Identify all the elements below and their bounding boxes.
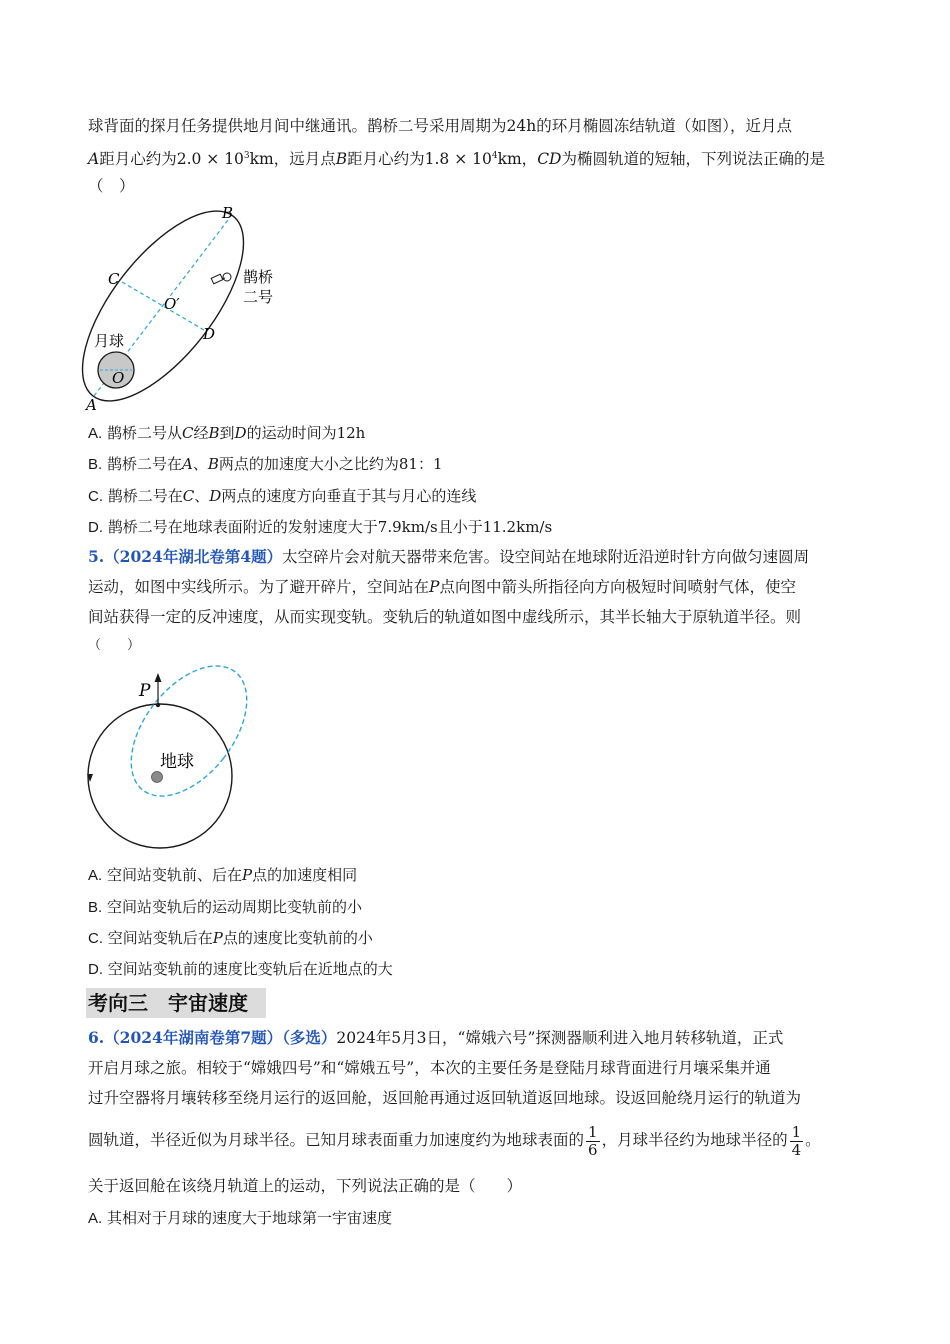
option-text: 、 [194, 487, 210, 505]
section-heading: 考向三 宇宙速度 [86, 988, 266, 1018]
option-key: B. [88, 456, 103, 473]
q6-text-span: 2024年5月3日，“嫦娥六号”探测器顺利进入地月转移轨道，正式 [336, 1029, 784, 1047]
option-key: A. [88, 867, 103, 884]
fraction-denominator: 4 [791, 1140, 802, 1159]
q4-option-b[interactable] [88, 453, 443, 474]
option-key: D. [88, 961, 103, 978]
q5-text-line-3: 间站获得一定的反冲速度，从而实现变轨。变轨后的轨道如图中虚线所示，其半长轴大于原轨道半径。则 [88, 608, 802, 626]
q5-option-c[interactable] [88, 927, 373, 948]
var-C: C [181, 424, 194, 442]
var-B: B [335, 150, 348, 169]
option-text: 两点的加速度大小之比约为81：1 [218, 455, 443, 473]
label-satellite-line1: 鹊桥 [243, 268, 274, 286]
option-text: 的运动时间为12h [246, 424, 366, 442]
q5-source-tag: 5.（2024年湖北卷第4题） [88, 547, 283, 566]
fraction-one-sixth [586, 1124, 600, 1159]
var-D: D [209, 487, 222, 505]
q5-text-line-2 [88, 577, 796, 597]
option-text: 空间站变轨前、后在 [106, 866, 242, 884]
fraction-denominator: 6 [588, 1140, 598, 1159]
var-C: C [182, 487, 195, 505]
q5-text-span: 点向图中箭头所指径向方向极短时间喷射气体，使空 [439, 578, 796, 596]
label-C: C [108, 270, 120, 288]
option-text: 鹊桥二号在 [107, 487, 183, 505]
option-key: D. [88, 519, 103, 536]
q6-text-line-5: 关于返回舱在该绕月轨道上的运动，下列说法正确的是（ ） [88, 1177, 523, 1195]
q4-text-line-2 [88, 146, 825, 169]
option-text: 其相对于月球的速度大于地球第一宇宙速度 [106, 1209, 392, 1227]
option-key: C. [88, 488, 103, 505]
q6-text-line-3: 过升空器将月壤转移至绕月运行的返回舱，返回舱再通过返回轨道返回地球。设返回舱绕月运行的轨道为 [88, 1089, 802, 1107]
var-B: B [208, 424, 220, 442]
q5-text-span: 运动，如图中实线所示。为了避开碎片，空间站在 [88, 578, 430, 596]
lunar-orbit-figure [80, 198, 300, 416]
q5-option-a[interactable] [88, 864, 357, 885]
q4-option-c[interactable] [88, 485, 476, 506]
var-A: A [181, 455, 193, 473]
exponent: 3 [243, 151, 250, 161]
q4-option-d[interactable] [88, 516, 552, 537]
earth-dot [152, 772, 163, 783]
station-orbit-figure [80, 660, 260, 852]
label-A: A [86, 396, 97, 414]
option-text: 鹊桥二号在地球表面附近的发射速度大于7.9km/s且小于11.2km/s [107, 518, 553, 536]
option-text: 点的加速度相同 [252, 866, 358, 884]
option-text: 、 [192, 455, 208, 473]
var-P: P [429, 578, 440, 596]
fraction-numerator: 1 [588, 1122, 598, 1141]
option-text: 经 [193, 424, 209, 442]
label-D: D [203, 325, 216, 343]
option-key: B. [88, 899, 103, 916]
option-text: 空间站变轨后的运动周期比变轨前的小 [106, 898, 362, 916]
var-P: P [241, 866, 253, 884]
var-P: P [212, 929, 223, 947]
label-earth: 地球 [160, 752, 194, 772]
q4-text-span: 为椭圆轨道的短轴，下列说法正确的是 [561, 150, 825, 169]
option-text: 鹊桥二号在 [106, 455, 182, 473]
option-text: 到 [219, 424, 235, 442]
q4-text-span: 距月心约为1.8 × 10 [347, 150, 492, 169]
label-P: P [139, 681, 151, 701]
q4-text-span: km，远月点 [249, 150, 336, 169]
q5-option-b[interactable] [88, 896, 362, 917]
option-text: 空间站变轨前的速度比变轨后在近地点的大 [107, 960, 393, 978]
option-key: C. [88, 930, 103, 947]
var-B: B [207, 455, 219, 473]
var-A: A [88, 150, 100, 169]
fraction-numerator: 1 [791, 1122, 802, 1141]
satellite-icon [211, 273, 231, 284]
q6-text-line-2: 开启月球之旅。相较于“嫦娥四号”和“嫦娥五号”，本次的主要任务是登陆月球背面进行月壤采集并通 [88, 1059, 771, 1077]
q6-text-line-4 [88, 1120, 821, 1160]
q6-text-span: 。 [805, 1131, 821, 1149]
option-text: 点的速度比变轨前的小 [222, 929, 373, 947]
option-text: 两点的速度方向垂直于其与月心的连线 [221, 487, 477, 505]
q6-text-span: 圆轨道，半径近似为月球半径。已知月球表面重力加速度约为地球表面的 [88, 1131, 585, 1149]
option-text: 空间站变轨后在 [107, 929, 213, 947]
q4-text-span: 距月心约为2.0 × 10 [99, 150, 244, 169]
var-CD: CD [537, 150, 562, 169]
q6-text-line-1 [88, 1028, 783, 1048]
fraction-one-quarter [790, 1124, 804, 1159]
label-B: B [222, 204, 234, 222]
label-O-prime: O′ [164, 295, 180, 313]
q4-text-line-1: 球背面的探月任务提供地月间中继通讯。鹊桥二号采用周期为24h的环月椭圆冻结轨道（如图），近月点 [88, 117, 792, 135]
label-moon: 月球 [94, 332, 125, 350]
q4-text-span: km， [497, 150, 538, 169]
option-key: A. [88, 1210, 103, 1227]
arrow-head [155, 673, 162, 682]
q4-answer-paren: （ ） [88, 177, 135, 195]
q5-answer-paren: （ ） [88, 638, 141, 653]
label-O: O [112, 369, 125, 387]
option-key: A. [88, 425, 103, 442]
q6-option-a[interactable] [88, 1207, 392, 1228]
var-D: D [234, 424, 247, 442]
q6-text-span: ，月球半径约为地球半径的 [601, 1131, 788, 1149]
exponent: 4 [491, 151, 498, 161]
q5-text-line-1 [88, 547, 809, 567]
label-satellite-line2: 二号 [243, 288, 274, 306]
q4-option-a[interactable] [88, 422, 365, 443]
q5-option-d[interactable] [88, 958, 393, 979]
option-text: 鹊桥二号从 [106, 424, 182, 442]
q5-text-span: 太空碎片会对航天器带来危害。设空间站在地球附近沿逆时针方向做匀速圆周 [282, 548, 810, 566]
transfer-orbit [108, 660, 260, 817]
q6-source-tag: 6.（2024年湖南卷第7题）（多选） [88, 1028, 337, 1047]
